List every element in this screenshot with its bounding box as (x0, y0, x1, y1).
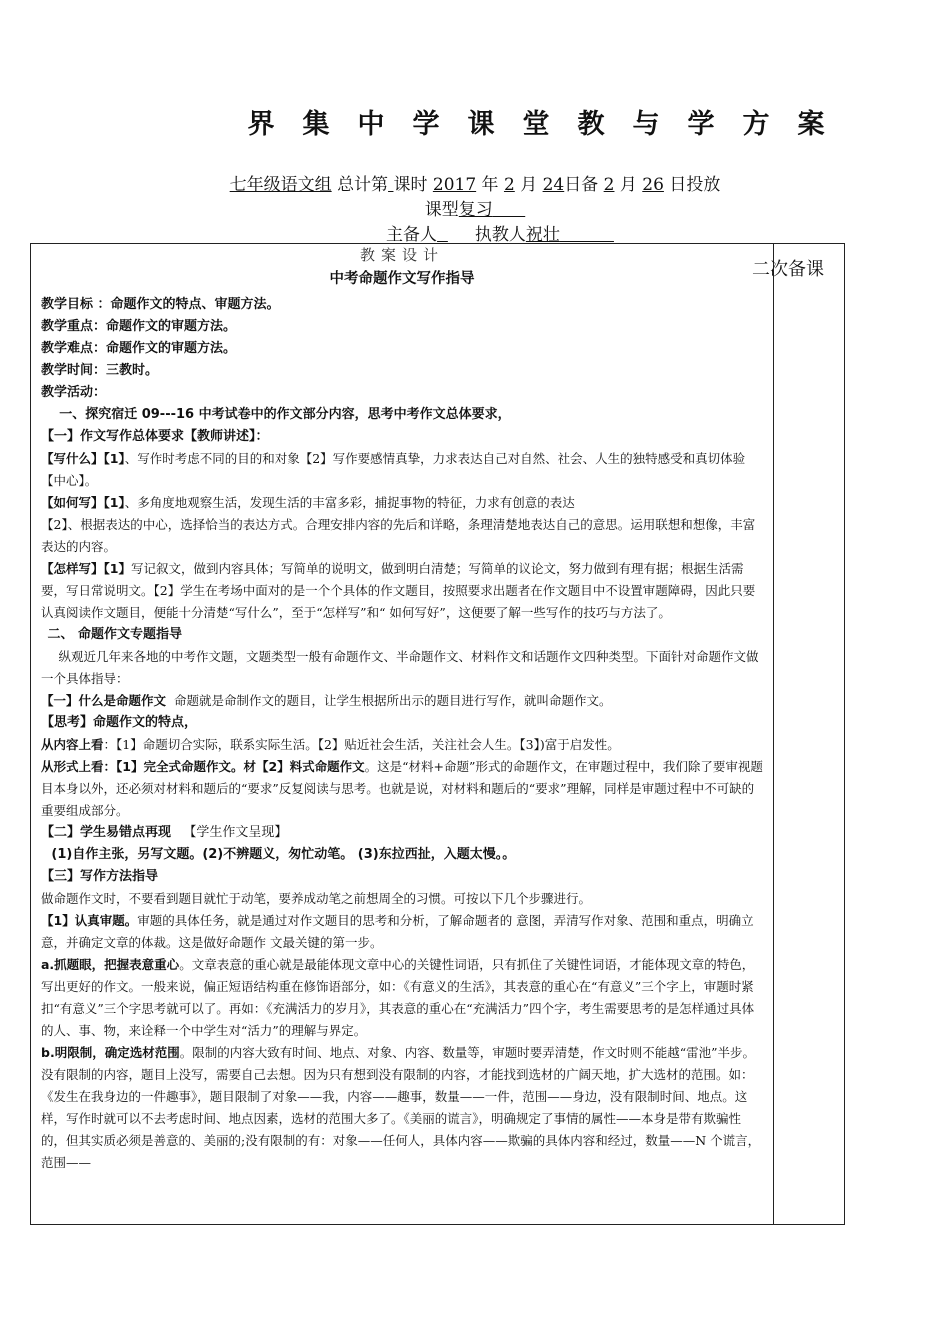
lesson-subtitle: 中考命题作文写作指导 (329, 271, 475, 287)
teaching-group: 七年级语文组 (229, 175, 332, 195)
total-suffix: 课时 (393, 175, 428, 195)
day-1-value: 24 (542, 175, 565, 195)
zen-heading: 【怎样写】【1】 (41, 561, 131, 576)
month-unit-1: 月 (520, 175, 538, 195)
what-text: 、写作时考虑不同的目的和对象【2】写作要感情真挚，力求表达自己对自然、社会、人生的独特感受和真切体验【中心】。 (41, 451, 746, 488)
meta-line-3 (0, 220, 950, 245)
executor-label: 执教人 (474, 225, 526, 245)
year-value: 2017 (432, 175, 477, 195)
focus: 教学重点：命题作文的审题方法。 (41, 319, 237, 334)
day-2-value: 26 (642, 175, 664, 195)
step-1-text: 审题的具体任务，就是通过对作文题目的思考和分析，了解命题者的 意图，弄清写作对象、范围和重点，明确立意，并确定文章的体裁。这是做好命题作 文最关键的第一步。 (41, 913, 754, 950)
what-is-heading: 【一】什么是命题作文 (41, 693, 167, 708)
second-preparation-label: 二次备课 (752, 259, 824, 280)
goals: 教学目标 ：命题作文的特点、审题方法。 (41, 297, 280, 312)
point-b-heading: b.明限制，确定选材范围 (41, 1045, 180, 1060)
what-is-text: 命题就是命制作文的题目，让学生根据所出示的题目进行写作，就叫命题作文。 (173, 693, 612, 708)
content-text: ：【1】命题切合实际，联系实际生活。【2】贴近社会生活，关注社会人生。【3】)富于启发性。 (103, 737, 620, 752)
delivery-suffix: 日投放 (669, 175, 721, 195)
activity: 教学活动： (41, 385, 107, 400)
think-heading: 【思考】命题作文的特点， (41, 715, 198, 730)
step-1-heading: 【1】认真审题。 (41, 913, 138, 928)
form-text: 。这是“材料+命题”形式的命题作文，在审题过程中，我们除了要审视题目本身以外，还必须对材料和题后的“要求”反复阅读与思考。也就是说，对材料和题后的“要求”理解，同样是审题过程中不可缺的重要组成部分。 (41, 759, 763, 818)
errors-heading: 【二】学生易错点再现 (41, 825, 172, 840)
month-unit-2: 月 (619, 175, 637, 195)
lesson-plan-table (30, 243, 845, 1225)
month-1-value: 2 (503, 175, 515, 195)
point-a-text: 。文章表意的重心就是最能体现文章中心的关键性词语，只有抓住了关键性词语，才能体现文章的特色，写出更好的作文。一般来说，偏正短语结构重在修饰语部分，如：《有意义的生活》，其表意的重心在“有意义”三个字上，审题时紧扣“有意义”三个字思考就可以了。再如：《充满活力的岁月》，其表意的重心在“充满活力”四个字，考生需要思考的是怎样通过具体的人、事、物，来诠释一个中学生对“活力”的理解与界定。 (41, 957, 755, 1038)
section-1-title: 一、探究宿迁 09---16 中考试卷中的作文部分内容，思考中考作文总体要求， (59, 407, 511, 422)
content-heading: 从内容上看 (41, 737, 104, 752)
form-heading: 从形式上看：【1】完全式命题作文。材【2】料式命题作文 (41, 759, 365, 774)
main-preparer-label: 主备人 (386, 225, 438, 245)
time: 教学时间：三教时。 (41, 363, 159, 378)
year-unit: 年 (481, 175, 499, 195)
meta-line-1 (0, 170, 950, 195)
table-caption: 教案设计 (359, 246, 444, 264)
section-1-sub: 【一】作文写作总体要求【教师讲述】： (41, 429, 269, 444)
errors-tag: 【学生作文呈现】 (183, 825, 288, 840)
month-2-value: 2 (603, 175, 615, 195)
point-a-heading: a.抓题眼，把握表意重心 (41, 957, 180, 972)
total-prefix: 总计第 (337, 175, 389, 195)
point-b-text: 。限制的内容大致有时间、地点、对象、内容、数量等，审题时要弄清楚，作文时则不能越“雷池”半步。没有限制的内容，题目上没写，需要自己去想。因为只有想到没有限制的内容，才能找到选材的广阔天地，扩大选材的范围。如：《发生在我身边的一件趣事》，题目限制了对象——我，内容——趣事，数量——一件，范围——身边，没有限制时间、地点。这样，写作时就可以不去考虑时间、地点因素，选材的范围大多了。《美丽的谎言》，明确规定了事情的属性——本身是带有欺骗性的，但其实质必须是善意的、美丽的;没有限制的有：对象——任何人，具体内容——欺骗的具体内容和经过，数量——N 个谎言，范围—— (41, 1045, 761, 1170)
page-title: 界集中学课堂教与学方案 (247, 109, 853, 140)
executor-value: 祝壮 (525, 225, 560, 245)
prep-mid: 日备 (564, 175, 599, 195)
lesson-type-label: 课型 (424, 200, 459, 220)
section-2-intro: 纵观近几年来各地的中考作文题，文题类型一般有命题作文、半命题作文、材料作文和话题作文四种类型。下面针对命题作文做一个具体指导： (41, 649, 759, 686)
lesson-content (41, 244, 763, 1224)
method-heading: 【三】写作方法指导 (41, 869, 159, 884)
meta-line-2 (0, 195, 950, 220)
lesson-type-value: 复习 (458, 200, 493, 220)
how-text-2: 【2】、根据表达的中心，选择恰当的表达方式。合理安排内容的先后和详略，条理清楚地表达自己的意思。运用联想和想像，丰富表达的内容。 (41, 517, 756, 554)
how-heading: 【如何写】【1】 (41, 495, 125, 510)
how-text-1: 、多角度地观察生活，发现生活的丰富多彩，捕捉事物的特征，力求有创意的表达 (124, 495, 575, 510)
zen-text: 写记叙文，做到内容具体；写简单的说明文，做到明白清楚；写简单的议论文，努力做到有理有据；根据生活需要，写日常说明文。【2】学生在考场中面对的是一个个具体的作文题目，按照要求出题者在作文题目中不设置审题障碍，因此只要认真阅读作文题目，便能十分清楚“写什么”，至于“怎样写”和“ 如何写好”，这便要了解一些写作的技巧与方法了。 (41, 561, 756, 620)
section-2-title: 二、 命题作文专题指导 (47, 627, 183, 642)
what-heading: 【写什么】【1】 (41, 451, 125, 466)
column-divider (773, 244, 774, 1224)
method-intro: 做命题作文时，不要看到题目就忙于动笔，要养成动笔之前想周全的习惯。可按以下几个步骤进行。 (41, 891, 592, 906)
errors-list: (1)自作主张，另写文题。(2)不辨题义，匆忙动笔。 (3)东拉西扯，入题太慢。。 (51, 847, 516, 862)
difficulty: 教学难点：命题作文的审题方法。 (41, 341, 237, 356)
